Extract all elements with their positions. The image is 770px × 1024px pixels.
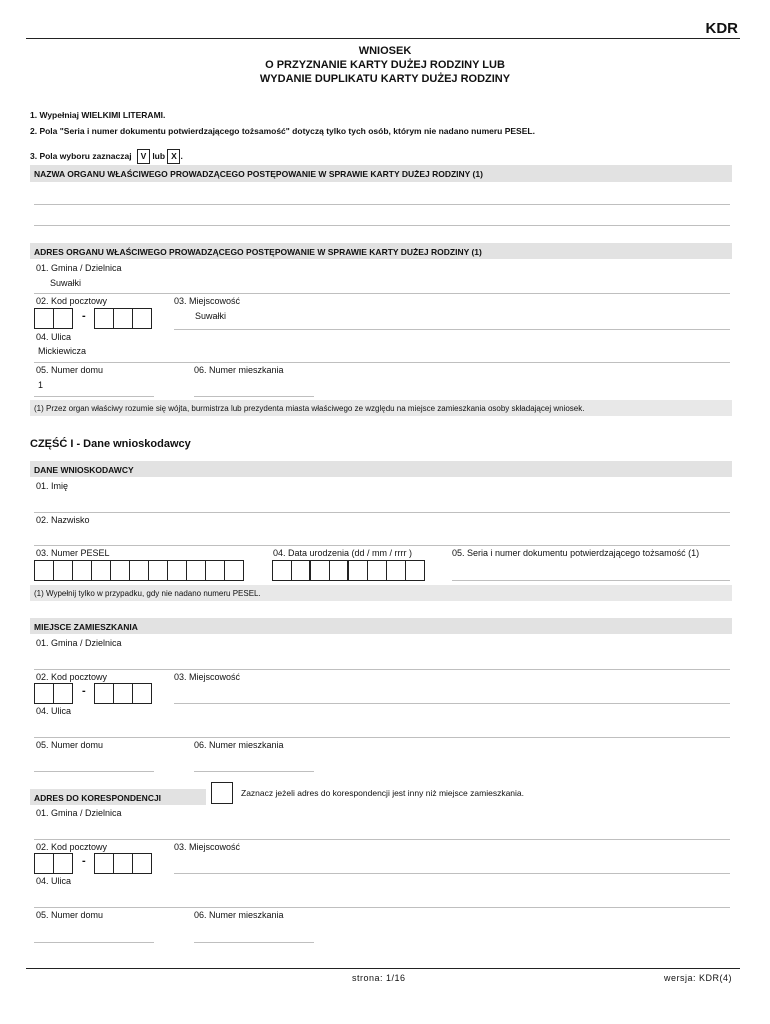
instruction-3-end: . [180, 151, 183, 161]
residence-mieszkanie-label: 06. Numer mieszkania [194, 740, 284, 750]
correspondence-dom-line[interactable] [34, 942, 154, 943]
sample-v-box: V [137, 149, 150, 164]
correspondence-ulica-label: 04. Ulica [36, 876, 72, 886]
organ-dom-line [34, 396, 154, 397]
correspondence-kod-part1[interactable] [34, 853, 72, 874]
organ-kod-part2[interactable] [94, 308, 151, 329]
residence-header [30, 618, 732, 634]
organ-miejscowosc-line [174, 329, 730, 330]
correspondence-gmina-label: 01. Gmina / Dzielnica [36, 808, 122, 818]
residence-dom-line[interactable] [34, 771, 154, 772]
residence-mieszkanie-line[interactable] [194, 771, 314, 772]
residence-kod-dash: - [82, 685, 86, 697]
correspondence-miejscowosc-line[interactable] [174, 873, 730, 874]
organ-miejscowosc-label: 03. Miejscowość [174, 296, 241, 306]
organ-gmina-value[interactable]: Suwałki [50, 278, 82, 288]
correspondence-checkbox-note: Zaznacz jeżeli adres do korespondencji jest inny niż miejsce zamieszkania. [241, 788, 524, 798]
organ-kod-label: 02. Kod pocztowy [36, 296, 108, 306]
organ-name-line-1[interactable] [34, 204, 730, 205]
page-number: strona: 1/16 [352, 973, 406, 983]
applicant-id-line[interactable] [452, 580, 730, 581]
correspondence-mieszkanie-label: 06. Numer mieszkania [194, 910, 284, 920]
form-version: wersja: KDR(4) [663, 973, 732, 983]
organ-miejscowosc-value[interactable]: Suwałki [195, 311, 227, 321]
applicant-nazwisko-label: 02. Nazwisko [36, 515, 90, 525]
footer-rule [26, 968, 740, 969]
applicant-footnote-text: (1) Wypełnij tylko w przypadku, gdy nie nadano numeru PESEL. [34, 589, 261, 598]
organ-name-header [30, 165, 732, 182]
correspondence-checkbox[interactable] [211, 782, 233, 804]
instruction-3 [30, 149, 183, 164]
residence-ulica-label: 04. Ulica [36, 706, 72, 716]
applicant-nazwisko-line[interactable] [34, 545, 730, 546]
correspondence-header [30, 789, 206, 805]
residence-kod-part2[interactable] [94, 683, 151, 704]
residence-miejscowosc-label: 03. Miejscowość [174, 672, 241, 682]
residence-ulica-line[interactable] [34, 737, 730, 738]
applicant-header-text: DANE WNIOSKODAWCY [34, 465, 134, 475]
applicant-birth-label: 04. Data urodzenia (dd / mm / rrrr ) [273, 548, 413, 558]
correspondence-dom-label: 05. Numer domu [36, 910, 104, 920]
correspondence-ulica-line[interactable] [34, 907, 730, 908]
instruction-3-or: lub [152, 151, 166, 161]
applicant-header [30, 461, 732, 477]
applicant-imie-line[interactable] [34, 512, 730, 513]
organ-gmina-label: 01. Gmina / Dzielnica [36, 263, 122, 273]
organ-dom-label: 05. Numer domu [36, 365, 104, 375]
sample-x-box: X [167, 149, 180, 164]
residence-header-text: MIEJSCE ZAMIESZKANIA [34, 622, 138, 632]
organ-gmina-line [34, 293, 730, 294]
organ-dom-value[interactable]: 1 [38, 380, 44, 390]
organ-address-header [30, 243, 732, 259]
correspondence-kod-label: 02. Kod pocztowy [36, 842, 108, 852]
residence-miejscowosc-line[interactable] [174, 703, 730, 704]
organ-kod-dash: - [82, 310, 86, 322]
organ-name-header-text: NAZWA ORGANU WŁAŚCIWEGO PROWADZĄCEGO POSTĘPOWANIE W SPRAWIE KARTY DUŻEJ RODZINY (1) [34, 169, 483, 179]
correspondence-kod-part2[interactable] [94, 853, 151, 874]
residence-gmina-line[interactable] [34, 669, 730, 670]
organ-ulica-label: 04. Ulica [36, 332, 72, 342]
title-line-1: WNIOSEK [358, 45, 412, 57]
correspondence-kod-dash: - [82, 855, 86, 867]
applicant-id-label: 05. Seria i numer dokumentu potwierdzającego tożsamość (1) [452, 548, 700, 558]
residence-gmina-label: 01. Gmina / Dzielnica [36, 638, 122, 648]
applicant-imie-label: 01. Imię [36, 481, 69, 491]
organ-ulica-line [34, 362, 730, 363]
title-line-2: O PRZYZNANIE KARTY DUŻEJ RODZINY LUB [265, 59, 505, 71]
title-line-3: WYDANIE DUPLIKATU KARTY DUŻEJ RODZINY [259, 73, 511, 85]
organ-mieszkanie-label: 06. Numer mieszkania [194, 365, 284, 375]
form-code: KDR [705, 20, 738, 37]
residence-kod-label: 02. Kod pocztowy [36, 672, 108, 682]
correspondence-gmina-line[interactable] [34, 839, 730, 840]
instruction-3-text: 3. Pola wyboru zaznaczaj [30, 151, 132, 161]
applicant-pesel-cells[interactable] [34, 560, 243, 581]
correspondence-miejscowosc-label: 03. Miejscowość [174, 842, 241, 852]
organ-kod-part1[interactable] [34, 308, 72, 329]
correspondence-header-text: ADRES DO KORESPONDENCJI [34, 793, 162, 803]
instruction-1: 1. Wypełniaj WIELKIMI LITERAMI. [30, 110, 166, 120]
applicant-pesel-label: 03. Numer PESEL [36, 548, 110, 558]
applicant-birth-cells[interactable] [272, 560, 424, 581]
correspondence-mieszkanie-line[interactable] [194, 942, 314, 943]
organ-footnote [30, 400, 732, 416]
residence-dom-label: 05. Numer domu [36, 740, 104, 750]
organ-footnote-text: (1) Przez organ właściwy rozumie się wójta, burmistrza lub prezydenta miasta właściwego ze względu na miejsce zamieszkania osoby składającej wniosek. [34, 404, 585, 413]
residence-kod-part1[interactable] [34, 683, 72, 704]
organ-name-line-2[interactable] [34, 225, 730, 226]
organ-address-header-text: ADRES ORGANU WŁAŚCIWEGO PROWADZĄCEGO POSTĘPOWANIE W SPRAWIE KARTY DUŻEJ RODZINY (1) [34, 247, 482, 257]
organ-ulica-value[interactable]: Mickiewicza [38, 346, 87, 356]
header-rule [26, 38, 740, 39]
part-1-title: CZĘŚĆ I - Dane wnioskodawcy [30, 438, 191, 450]
form-title [0, 44, 770, 86]
applicant-footnote [30, 585, 732, 601]
instruction-2: 2. Pola "Seria i numer dokumentu potwierdzającego tożsamość" dotyczą tylko tych osób, którym nie nadano numeru PESEL. [30, 126, 535, 136]
organ-mieszkanie-line[interactable] [194, 396, 314, 397]
